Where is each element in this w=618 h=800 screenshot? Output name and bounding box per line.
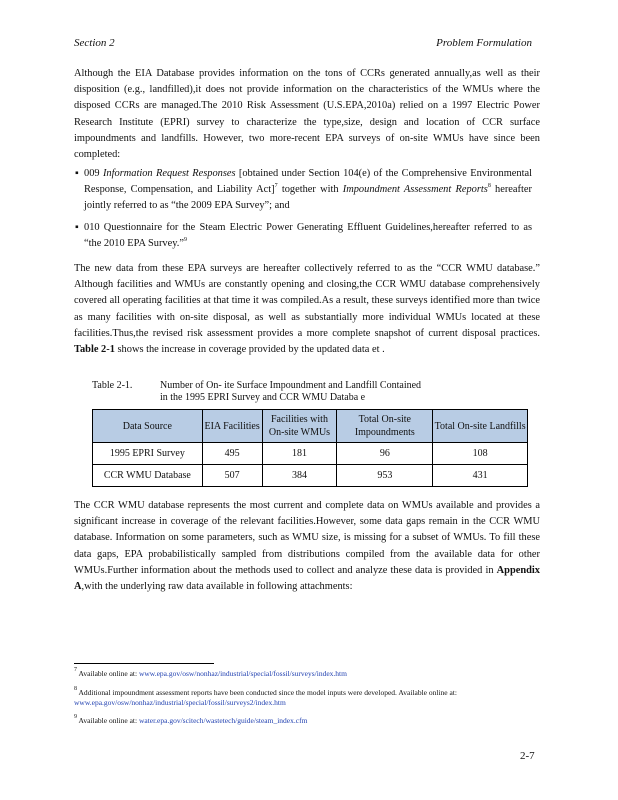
bullet-text: 010 Questionnaire for the Steam Electric Power Generating Effluent Guidelines,hereafter referred to as “the 2010 EPA Survey.” bbox=[84, 222, 532, 250]
bullet-icon: ▪ bbox=[75, 168, 79, 179]
footnote-number: 7 bbox=[74, 667, 77, 673]
section-header: Section 2 bbox=[74, 37, 115, 49]
footnote-9 bbox=[74, 716, 540, 726]
table-cell: 108 bbox=[433, 443, 528, 465]
header-eia-facilities: EIA Facilities bbox=[202, 410, 262, 443]
paragraph-text-end: shows the increase in coverage provided by the updated data et . bbox=[117, 344, 385, 356]
header-impoundments: Total On-site Impoundments bbox=[337, 410, 433, 443]
table-row bbox=[93, 443, 528, 465]
bullet-post: hereafter jointly referred to as “the 2009 EPA Survey”; and bbox=[84, 184, 532, 212]
table-cell: 96 bbox=[337, 443, 433, 465]
table-cell: 507 bbox=[202, 465, 262, 487]
bullet-title-2: Impoundment Assessment Reports bbox=[342, 184, 488, 196]
bullet-item-2010-survey bbox=[75, 220, 532, 252]
footnote-text: Available online at: bbox=[78, 716, 138, 725]
footnote-ref-8[interactable]: 8 bbox=[487, 183, 491, 190]
footnote-link[interactable]: www.epa.gov/osw/nonhaz/industrial/special/fossil/surveys/index.htm bbox=[138, 669, 347, 678]
summary-paragraph bbox=[74, 498, 540, 595]
bullet-item-2009-survey bbox=[75, 166, 532, 215]
footnote-text: Additional impoundment assessment reports have been conducted since the model inputs were developed. Available online at: bbox=[78, 688, 457, 697]
header-data-source: Data Source bbox=[93, 410, 203, 443]
footnote-7 bbox=[74, 669, 540, 679]
table-caption-number: Table 2-1. bbox=[92, 380, 133, 391]
paragraph-text-end: ,with the underlying raw data available in following attachments: bbox=[81, 581, 353, 593]
paragraph-text: The new data from these EPA surveys are hereafter collectively referred to as the “CCR WMU database.” Although facilities and WMUs are constantly opening and closing,the CCR WMU database comprehensively covered all operating facilities at that time it was compiled.As a result, these surveys identified more than twice as many facilities with on-site disposal, as well as substantially more individual WMUs located at these facilities.Thus,the revised risk assessment provides a more complete snapshot of current disposal practices. bbox=[74, 263, 540, 339]
caption-line-2: in the 1995 EPRI Survey and CCR WMU Databa e bbox=[160, 392, 366, 403]
footnote-link[interactable]: www.epa.gov/osw/nonhaz/industrial/special/fossil/surveys2/index.htm bbox=[74, 698, 286, 707]
table-cell: CCR WMU Database bbox=[93, 465, 203, 487]
appendix-a-link[interactable]: Appendix A bbox=[74, 564, 540, 593]
bullet-prefix: 009 bbox=[84, 168, 100, 179]
table-2-1-link[interactable]: Table 2-1 bbox=[74, 344, 115, 356]
header-facilities-onsite: Facilities with On-site WMUs bbox=[262, 410, 337, 443]
bullet-icon: ▪ bbox=[75, 222, 79, 233]
footnote-ref-9[interactable]: 9 bbox=[183, 237, 187, 244]
intro-paragraph bbox=[74, 66, 540, 163]
table-cell: 181 bbox=[262, 443, 337, 465]
table-row bbox=[93, 465, 528, 487]
table-cell: 384 bbox=[262, 465, 337, 487]
table-cell: 495 bbox=[202, 443, 262, 465]
bullet-mid: [obtained under Section 104(e) of the Comprehensive Environmental Response, Compensation, and Liability Act] bbox=[84, 168, 532, 196]
footnote-text: Available online at: bbox=[78, 669, 138, 678]
database-paragraph bbox=[74, 261, 540, 358]
table-caption-title bbox=[160, 380, 520, 404]
bullet-title: Information Request Responses bbox=[102, 168, 236, 179]
footnote-link[interactable]: water.epa.gov/scitech/wastetech/guide/steam_index.cfm bbox=[138, 716, 308, 725]
footnote-number: 9 bbox=[74, 714, 77, 720]
footnote-divider bbox=[74, 663, 214, 664]
table-header-row bbox=[93, 410, 528, 443]
intro-text: Although the EIA Database provides information on the tons of CCRs generated annually,as well as their disposition (e.g., landfilled),it does not provide information on the characteristics of the WMUs where the disposed CCRs are managed.The 2010 Risk Assessment (U.S.EPA,2010a) relied on a 1997 Electric Power Research Institute (EPRI) survey to characterize the type,size, design and location of CCR surface impoundments and landfills. However, two more-recent EPA surveys of on-site WMUs have since been completed: bbox=[74, 68, 540, 161]
table-cell: 1995 EPRI Survey bbox=[93, 443, 203, 465]
caption-line-1: Number of On- ite Surface Impoundment and Landfill Contained bbox=[160, 380, 422, 391]
table-cell: 953 bbox=[337, 465, 433, 487]
chapter-header: Problem Formulation bbox=[436, 37, 532, 49]
footnote-number: 8 bbox=[74, 686, 77, 692]
footnote-8 bbox=[74, 688, 540, 708]
page-number: 2-7 bbox=[520, 750, 535, 762]
footnote-ref-7[interactable]: 7 bbox=[274, 183, 278, 190]
table-cell: 431 bbox=[433, 465, 528, 487]
paragraph-text: The CCR WMU database represents the most current and complete data on WMUs available and provides a significant increase in coverage of the relevant facilities.However, some data gaps remain in the CCR WMU database. Information on some parameters, such as WMU size, is missing for a subset of WMUs. To fill these data gaps, EPA probabilistically sampled from distributions compiled from the available data for other WMUs.Further information about the methods used to collect and analyze these data is provided in bbox=[74, 500, 540, 576]
bullet-join: together with bbox=[281, 184, 339, 196]
header-landfills: Total On-site Landfills bbox=[433, 410, 528, 443]
data-table bbox=[92, 409, 528, 487]
